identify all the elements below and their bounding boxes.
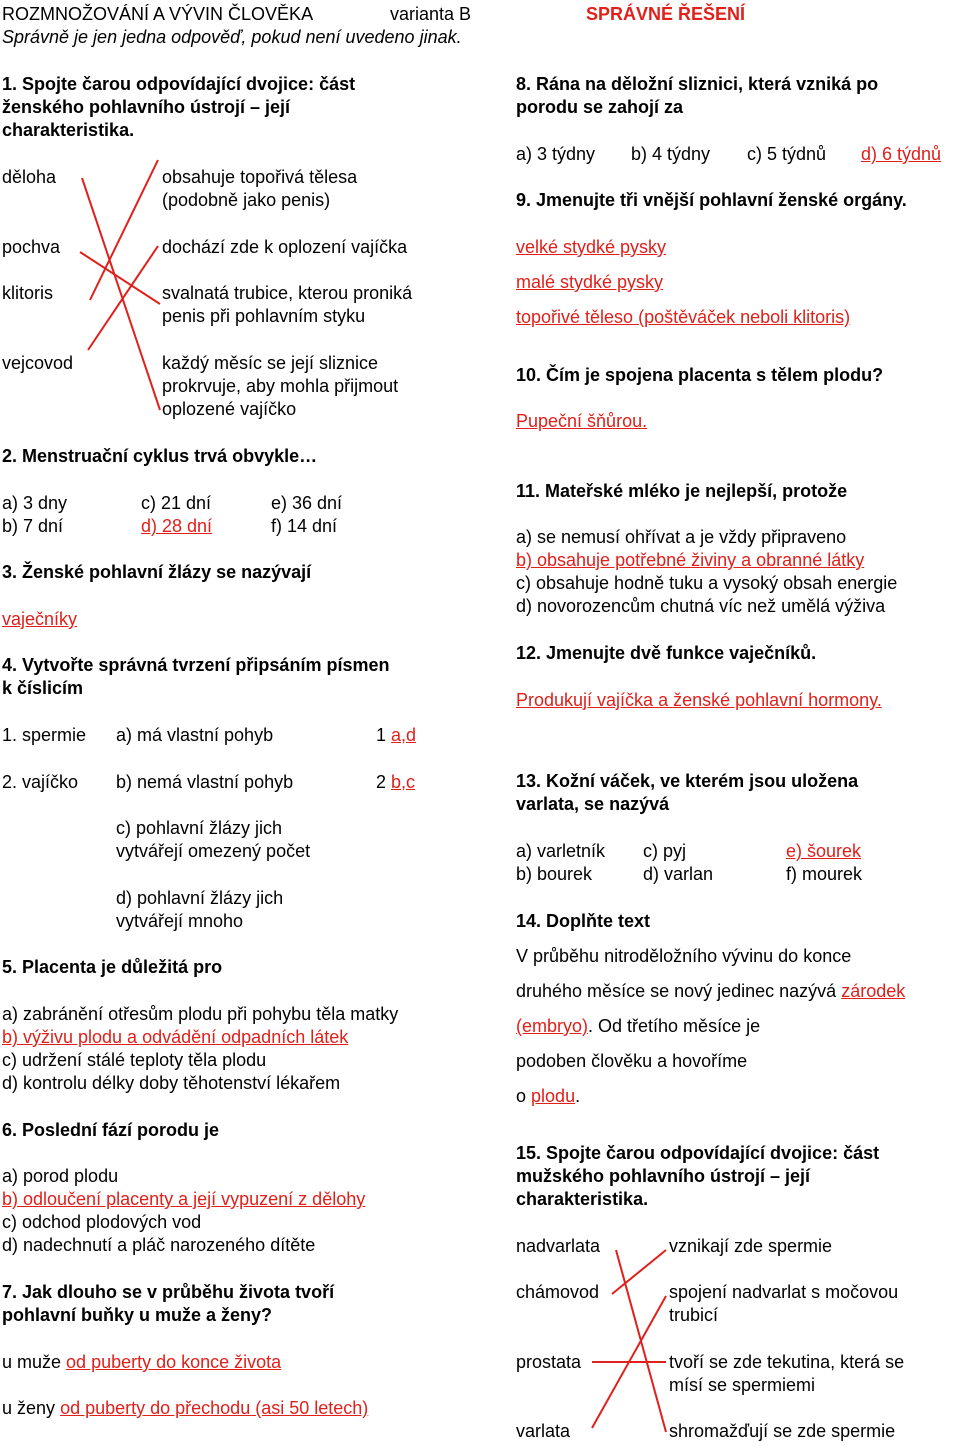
q14-answer-plodu: plodu	[531, 1086, 576, 1106]
q2-option-f: f) 14 dní	[271, 516, 338, 536]
q13-option-a: a) varletník	[516, 841, 606, 861]
q9-title: 9. Jmenujte tři vnější pohlavní ženské orgány.	[516, 190, 907, 210]
q15-left-chamovod: chámovod	[516, 1282, 600, 1302]
q5-option-a: a) zabránění otřesům plodu při pohybu těla matky	[2, 1004, 399, 1024]
q1-title-line1: 1. Spojte čarou odpovídající dvojice: část	[2, 74, 356, 94]
q13-option-c: c) pyj	[643, 841, 687, 861]
q14-line5	[516, 1085, 580, 1108]
q14-line1: V průběhu nitroděložního vývinu do konce	[516, 946, 852, 966]
q1-right-1a: obsahuje topořivá tělesa	[162, 167, 358, 187]
q10-title: 10. Čím je spojena placenta s tělem plodu?	[516, 365, 884, 385]
q6-option-a: a) porod plodu	[2, 1166, 119, 1186]
q1-right-3b: penis při pohlavním styku	[162, 306, 366, 326]
q2-title: 2. Menstruační cyklus trvá obvykle…	[2, 446, 318, 466]
q7-woman-answer-line	[2, 1397, 368, 1420]
q15-right-4: shromažďují se zde spermie	[669, 1421, 896, 1441]
q14-line4: podoben člověku a hovoříme	[516, 1051, 748, 1071]
q13-title-line1: 13. Kožní váček, ve kterém jsou uložena	[516, 771, 859, 791]
q7-woman-prefix: u ženy	[2, 1398, 56, 1418]
q15-left-prostata: prostata	[516, 1352, 582, 1372]
q14-line2	[516, 980, 905, 1003]
q14-answer-zarodek: zárodek	[841, 981, 906, 1001]
q1-left-klitoris: klitoris	[2, 283, 54, 303]
q14-answer-embryo: (embryo)	[516, 1016, 589, 1036]
q14-line3	[516, 1015, 760, 1038]
q11-option-a: a) se nemusí ohřívat a je vždy připraveno	[516, 527, 847, 547]
q1-right-3a: svalnatá trubice, kterou proniká	[162, 283, 413, 303]
q14-line2-text: druhého měsíce se nový jedinec nazývá	[516, 981, 837, 1001]
q13-option-d: d) varlan	[643, 864, 714, 884]
q2-option-c: c) 21 dní	[141, 493, 212, 513]
q15-right-3b: mísí se spermiemi	[669, 1375, 816, 1395]
q9-answer-1: velké stydké pysky	[516, 237, 667, 257]
q1-right-4c: oplozené vajíčko	[162, 399, 297, 419]
q7-title-line1: 7. Jak dlouho se v průběhu života tvoří	[2, 1282, 335, 1302]
q1-right-1b: (podobně jako penis)	[162, 190, 331, 210]
q4-row2-letters: b,c	[391, 772, 416, 792]
q12-title: 12. Jmenujte dvě funkce vaječníků.	[516, 643, 817, 663]
q7-man-prefix: u muže	[2, 1352, 62, 1372]
q7-man-answer-line	[2, 1351, 281, 1374]
q12-answer: Produkují vajíčka a ženské pohlavní hormony.	[516, 690, 882, 710]
q11-option-c: c) obsahuje hodně tuku a vysoký obsah energie	[516, 573, 898, 593]
q15-left-varlata: varlata	[516, 1421, 571, 1441]
q1-left-deloha: děloha	[2, 167, 57, 187]
q8-option-d-correct: d) 6 týdnů	[861, 144, 942, 164]
q1-line-vejcovod	[88, 246, 158, 350]
q5-option-d: d) kontrolu délky doby těhotenství lékařem	[2, 1073, 341, 1093]
q7-man-answer: od puberty do konce života	[66, 1352, 282, 1372]
q1-left-pochva: pochva	[2, 237, 61, 257]
q6-option-c: c) odchod plodových vod	[2, 1212, 202, 1232]
q5-title: 5. Placenta je důležitá pro	[2, 957, 223, 977]
q7-woman-answer: od puberty do přechodu (asi 50 letech)	[60, 1398, 369, 1418]
q14-line3-text: . Od třetího měsíce je	[588, 1016, 761, 1036]
q2-option-e: e) 36 dní	[271, 493, 343, 513]
q8-option-c: c) 5 týdnů	[747, 144, 827, 164]
q13-option-b: b) bourek	[516, 864, 593, 884]
q15-title-line3: charakteristika.	[516, 1189, 649, 1209]
q14-line5-suffix: .	[575, 1086, 581, 1106]
q2-option-b: b) 7 dní	[2, 516, 64, 536]
q4-row1-num: 1. spermie	[2, 725, 87, 745]
q9-answer-3: topořivé těleso (poštěváček neboli klitoris)	[516, 307, 851, 327]
doc-title: ROZMNOŽOVÁNÍ A VÝVIN ČLOVĚKA	[2, 4, 314, 24]
instruction: Správně je jen jedna odpověď, pokud není uvedeno jinak.	[2, 27, 462, 47]
q4-row1-letters: a,d	[391, 725, 417, 745]
q11-option-b-correct: b) obsahuje potřebné živiny a obranné látky	[516, 550, 865, 570]
q5-option-c: c) udržení stálé teploty těla plodu	[2, 1050, 267, 1070]
q1-right-4a: každý měsíc se její sliznice	[162, 353, 379, 373]
q15-title-line1: 15. Spojte čarou odpovídající dvojice: část	[516, 1143, 880, 1163]
q8-option-a: a) 3 týdny	[516, 144, 596, 164]
q1-right-4b: prokrvuje, aby mohla přijmout	[162, 376, 399, 396]
q1-title-line3: charakteristika.	[2, 120, 135, 140]
q7-title-line2: pohlavní buňky u muže a ženy?	[2, 1305, 273, 1325]
q4-title-line1: 4. Vytvořte správná tvrzení připsáním písmen	[2, 655, 390, 675]
q8-title-line2: porodu se zahojí za	[516, 97, 684, 117]
q2-option-d-correct: d) 28 dní	[141, 516, 213, 536]
q5-option-b-correct: b) výživu plodu a odvádění odpadních látek	[2, 1027, 349, 1047]
q4-row2-prefix: 2	[376, 772, 387, 792]
q4-option-d-line1: d) pohlavní žlázy jich	[116, 888, 284, 908]
q8-title-line1: 8. Rána na děložní sliznici, která vzniká po	[516, 74, 879, 94]
q6-option-b-correct: b) odloučení placenty a její vypuzení z dělohy	[2, 1189, 366, 1209]
q15-right-2a: spojení nadvarlat s močovou	[669, 1282, 899, 1302]
q4-row2-num: 2. vajíčko	[2, 772, 79, 792]
q1-left-vejcovod: vejcovod	[2, 353, 74, 373]
q13-option-e-correct: e) šourek	[786, 841, 862, 861]
q9-answer-2: malé stydké pysky	[516, 272, 664, 292]
q11-option-d: d) novorozencům chutná víc než umělá výživa	[516, 596, 886, 616]
q6-title: 6. Poslední fází porodu je	[2, 1120, 220, 1140]
q13-option-f: f) mourek	[786, 864, 863, 884]
q4-title-line2: k číslicím	[2, 678, 84, 698]
q13-title-line2: varlata, se nazývá	[516, 794, 670, 814]
q4-row2-answer	[376, 771, 415, 794]
q15-right-1: vznikají zde spermie	[669, 1236, 833, 1256]
q15-title-line2: mužského pohlavního ústrojí – její	[516, 1166, 811, 1186]
q3-title: 3. Ženské pohlavní žlázy se nazývají	[2, 562, 312, 582]
q15-right-3a: tvoří se zde tekutina, která se	[669, 1352, 905, 1372]
q6-option-d: d) nadechnutí a pláč narozeného dítěte	[2, 1235, 316, 1255]
q4-row2-option: b) nemá vlastní pohyb	[116, 772, 294, 792]
q1-title-line2: ženského pohlavního ústrojí – její	[2, 97, 291, 117]
q10-answer: Pupeční šňůrou.	[516, 411, 648, 431]
q14-line5-prefix: o	[516, 1086, 527, 1106]
q4-option-d-line2: vytvářejí mnoho	[116, 911, 244, 931]
q3-answer: vaječníky	[2, 609, 78, 629]
q4-option-c-line1: c) pohlavní žlázy jich	[116, 818, 283, 838]
q4-row1-option: a) má vlastní pohyb	[116, 725, 274, 745]
q2-option-a: a) 3 dny	[2, 493, 68, 513]
q14-title: 14. Doplňte text	[516, 911, 651, 931]
q15-right-2b: trubicí	[669, 1305, 719, 1325]
q4-row1-prefix: 1	[376, 725, 387, 745]
q1-right-2: dochází zde k oplození vajíčka	[162, 237, 408, 257]
q11-title: 11. Mateřské mléko je nejlepší, protože	[516, 481, 848, 501]
q4-option-c-line2: vytvářejí omezený počet	[116, 841, 311, 861]
solution-label: SPRÁVNÉ ŘEŠENÍ	[586, 4, 746, 24]
variant-label: varianta B	[390, 4, 472, 24]
q15-line-chamovod	[612, 1250, 666, 1294]
q8-option-b: b) 4 týdny	[631, 144, 711, 164]
q15-left-nadvarlata: nadvarlata	[516, 1236, 601, 1256]
q4-row1-answer	[376, 724, 416, 747]
